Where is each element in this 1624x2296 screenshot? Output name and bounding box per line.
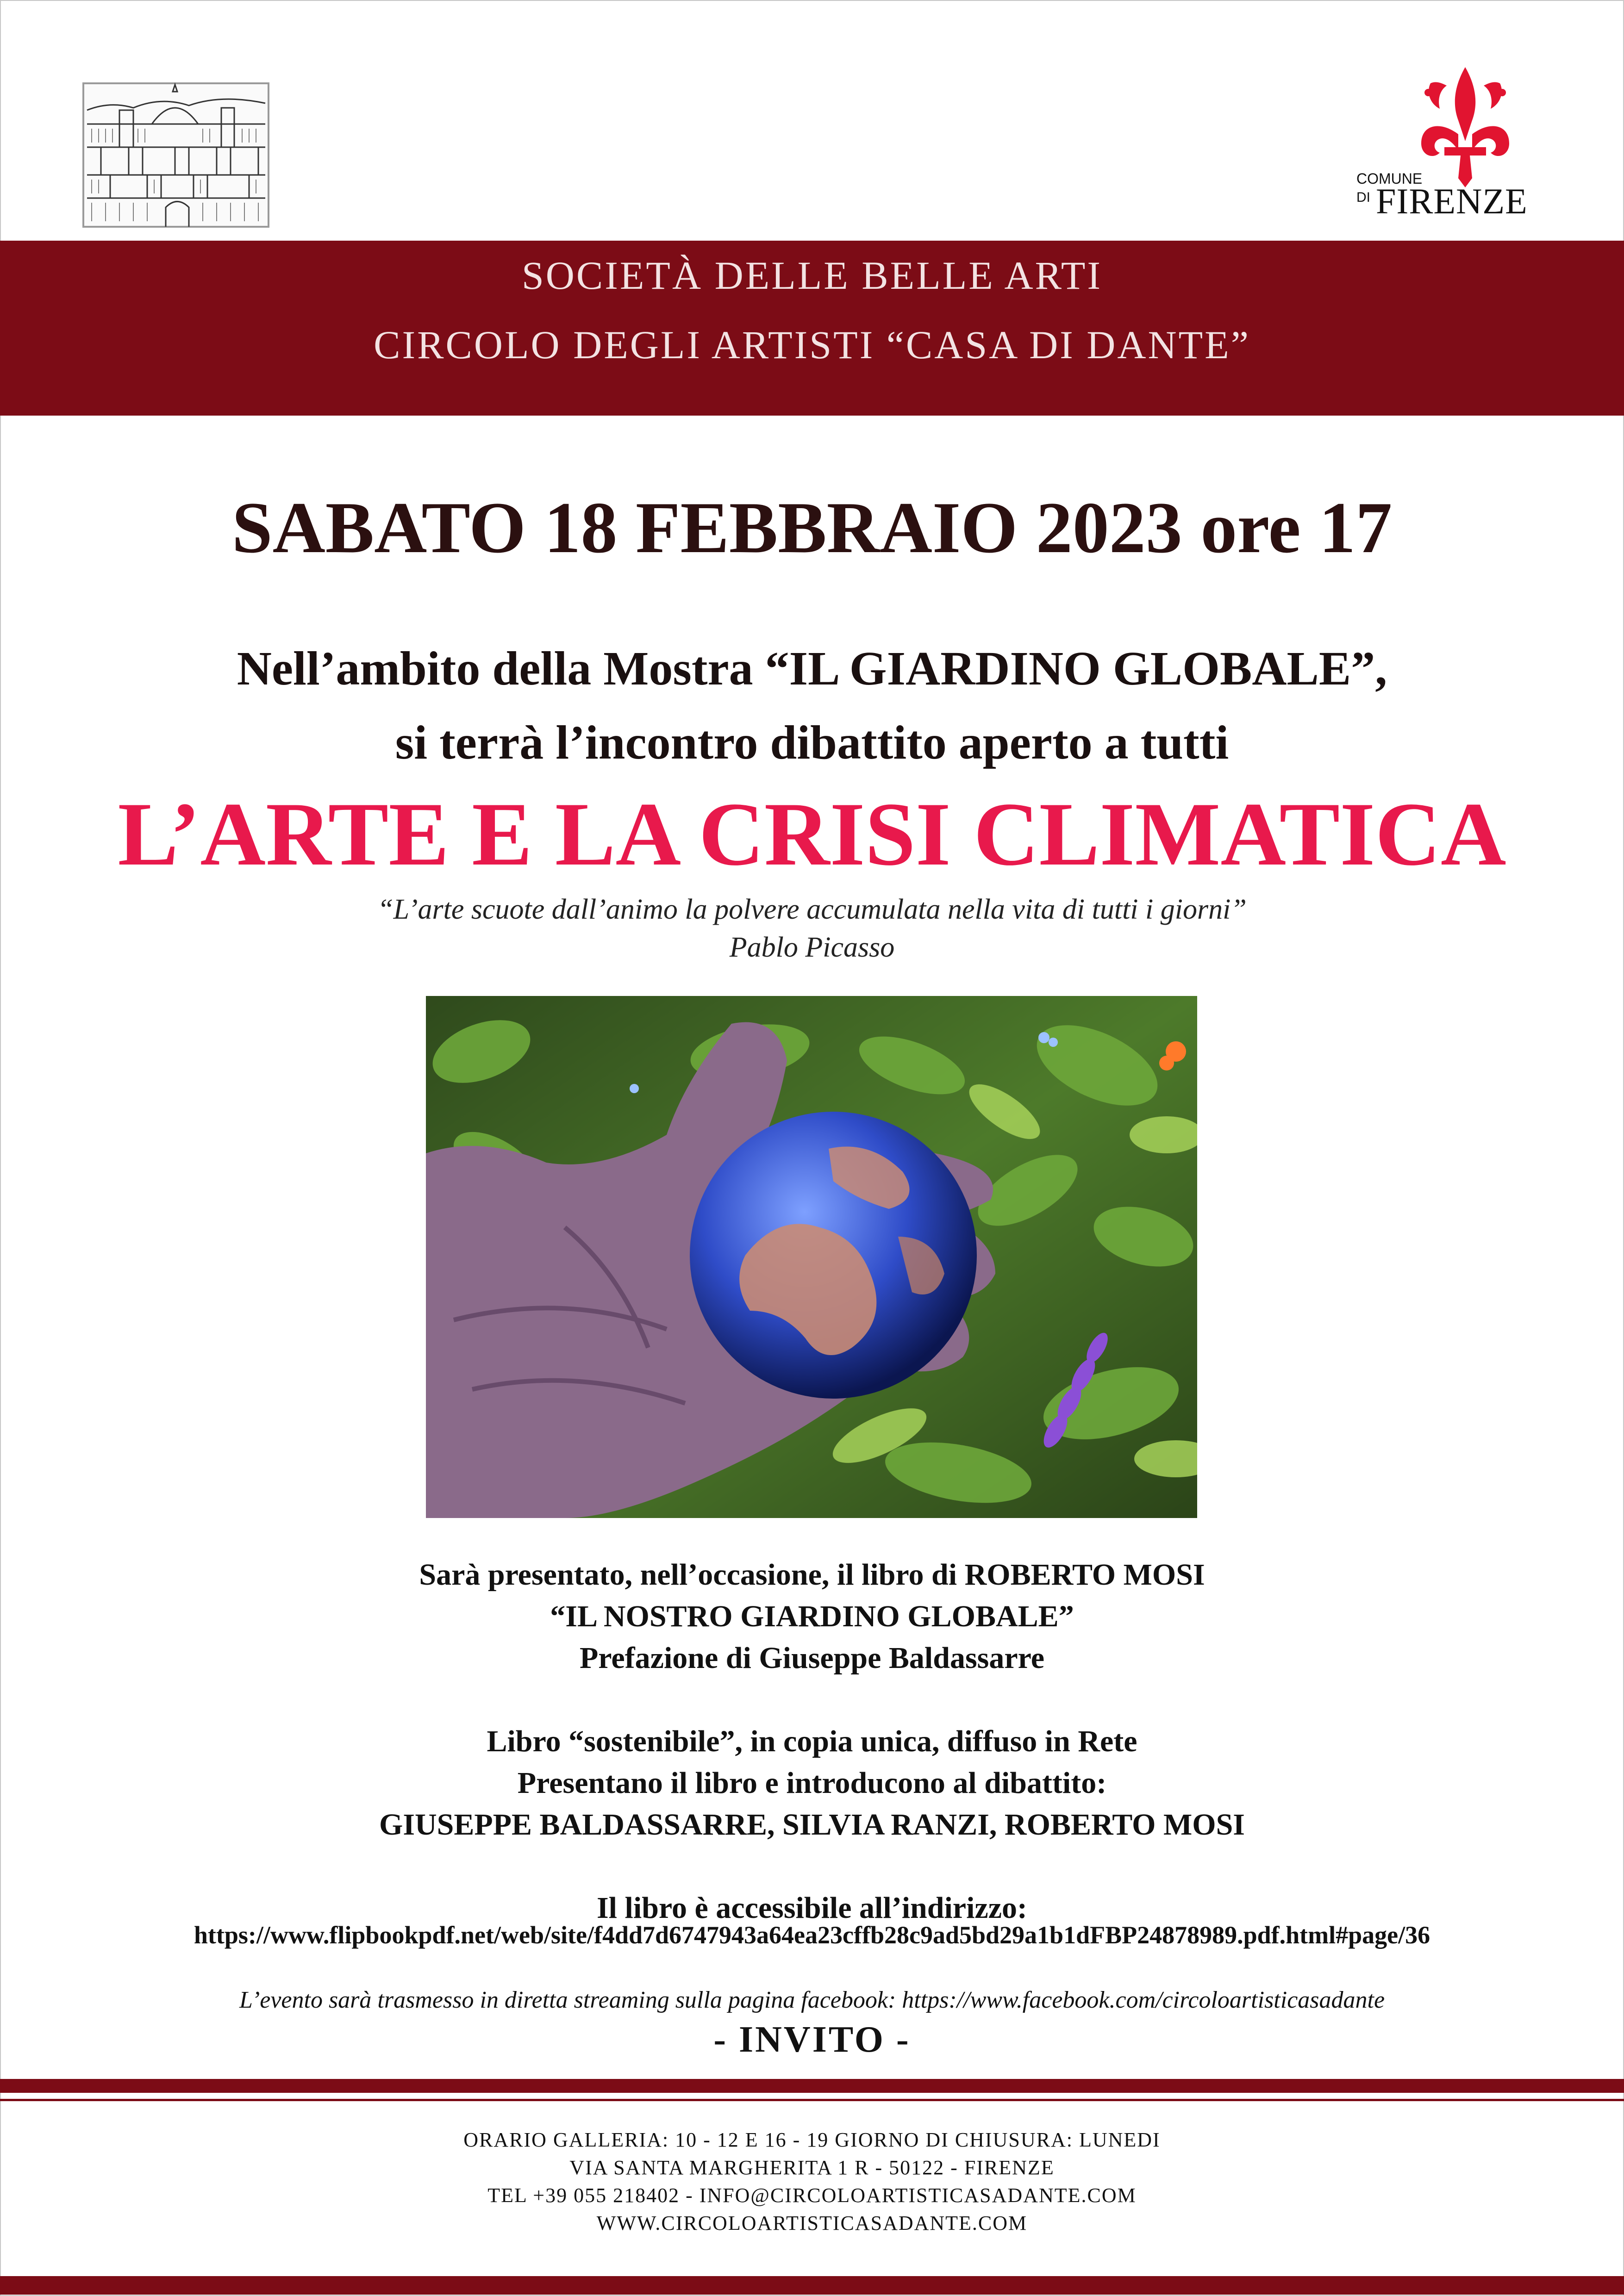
streaming-notice: L’evento sarà trasmesso in diretta streaming sulla pagina facebook: https://www.facebook.com/circoloartisticasadante [239,1987,1385,2013]
footer-top-rule [0,2079,1624,2093]
footer-bottom-rule [0,2276,1624,2295]
book-url-link[interactable]: https://www.flipbookpdf.net/web/site/f4dd7d6747943a64ea23cffb28c9ad5bd29a1b1dFBP24878989.pdf.html#page/36 [194,1921,1430,1949]
book-line-1: Sarà presentato, nell’occasione, il libro di ROBERTO MOSI [419,1558,1205,1592]
speakers-line: GIUSEPPE BALDASSARRE, SILVIA RANZI, ROBERTO MOSI [379,1808,1245,1842]
event-title: L’ARTE E LA CRISI CLIMATICA [118,784,1506,884]
book-access-label: Il libro è accessibile all’indirizzo: [597,1891,1027,1925]
fleur-de-lis-icon [1412,65,1518,190]
contact-line: TEL +39 055 218402 - INFO@CIRCOLOARTISTICASADANTE.COM [487,2184,1137,2207]
comune-di-firenze-logo [1352,65,1555,222]
logo-di-text: DI [1356,190,1370,205]
circle-name: CIRCOLO DEGLI ARTISTI “CASA DI DANTE” [374,323,1250,367]
logo-firenze-text: FIRENZE [1376,181,1528,221]
footer-thin-rule [0,2099,1624,2101]
logo-comune-text: COMUNE [1356,170,1423,187]
intro-line-2: si terrà l’incontro dibattito aperto a tutti [395,716,1229,769]
quote-text: “L’arte scuote dall’animo la polvere accumulata nella vita di tutti i giorni” [377,894,1247,925]
invito-label: - INVITO - [713,2019,911,2060]
gallery-hours: ORARIO GALLERIA: 10 - 12 E 16 - 19 GIORNO DI CHIUSURA: LUNEDI [463,2128,1161,2151]
hand-holding-earth-photo [426,996,1197,1518]
website-link[interactable]: WWW.CIRCOLOARTISTICASADANTE.COM [596,2212,1028,2234]
book-title: “IL NOSTRO GIARDINO GLOBALE” [550,1599,1074,1633]
address-line: VIA SANTA MARGHERITA 1 R - 50122 - FIRENZE [569,2156,1055,2179]
society-name: SOCIETÀ DELLE BELLE ARTI [521,253,1103,298]
city-engraving-logo [82,82,269,228]
intro-line-1: Nell’ambito della Mostra “IL GIARDINO GLOBALE”, [237,642,1387,695]
event-date: SABATO 18 FEBBRAIO 2023 ore 17 [231,487,1393,568]
book-preface: Prefazione di Giuseppe Baldassarre [579,1641,1045,1675]
quote-author: Pablo Picasso [729,932,895,963]
book-line-4: Libro “sostenibile”, in copia unica, diffuso in Rete [487,1724,1137,1758]
book-line-5: Presentano il libro e introducono al dibattito: [517,1766,1107,1800]
header-band [0,241,1624,416]
